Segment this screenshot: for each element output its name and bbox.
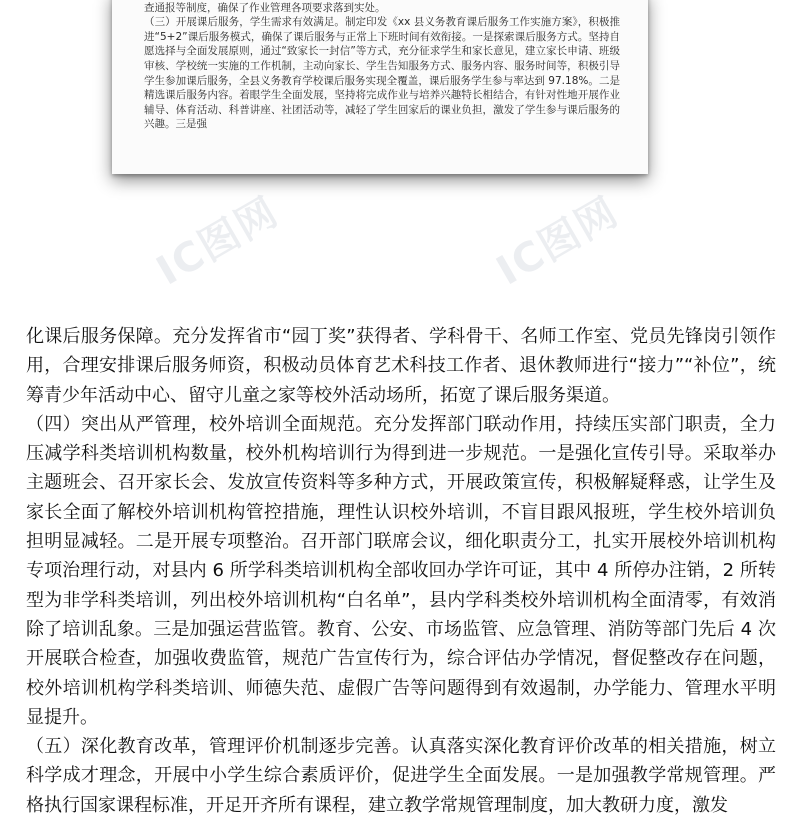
preview-area	[0, 0, 800, 310]
body-paragraph: 化课后服务保障。充分发挥省市“园丁奖”获得者、学科骨干、名师工作室、党员先锋岗引领作用，合理安排课后服务师资，积极动员体育艺术科技工作者、退休教师进行“接力”“补位”，统筹青少年活动中心、留守儿童之家等校外活动场所，拓宽了课后服务渠道。	[26, 326, 776, 406]
preview-paragraph: （三）开展课后服务，学生需求有效满足。制定印发《xx 县义务教育课后服务工作实施方案》，积极推进“5+2”课后服务模式，确保了课后服务与正常上下班时间有效衔接。一是探索课后服务方式。坚持自愿选择与全面发展原则，通过“致家长一封信”等方式，充分征求学生和家长意见，建立家长申请、班级审核、学校统一实施的工作机制，主动向家长、学生告知服务方式、服务内容、服务时间等，积极引导学生参加课后服务，全县义务教育学校课后服务实现全覆盖，课后服务学生参与率达到 97.18%。二是精选课后服务内容。着眼学生全面发展，坚持将完成作业与培养兴趣特长相结合，有针对性地开展作业辅导、体育活动、科普讲座、社团活动等，减轻了学生回家后的课业负担，激发了学生参与课后服务的兴趣。三是强	[144, 16, 620, 131]
document-body	[26, 322, 776, 820]
body-paragraph: （五）深化教育改革，管理评价机制逐步完善。认真落实深化教育评价改革的相关措施，树立科学成才理念，开展中小学生综合素质评价，促进学生全面发展。一是加强教学常规管理。严格执行国家课程标准，开足开齐所有课程，建立教学常规管理制度，加大教研力度，激发	[26, 736, 776, 816]
watermark: IC图网	[149, 188, 287, 295]
body-paragraph: （四）突出从严管理，校外培训全面规范。充分发挥部门联动作用，持续压实部门职责，全力压减学科类培训机构数量，校外机构培训行为得到进一步规范。一是强化宣传引导。采取举办主题班会、召开家长会、发放宣传资料等多种方式，开展政策宣传，积极解疑释惑，让学生及家长全面了解校外培训机构管控措施，理性认识校外培训，不盲目跟风报班，学生校外培训负担明显减轻。二是开展专项整治。召开部门联席会议，细化职责分工，扎实开展校外培训机构专项治理行动，对县内 6 所学科类培训机构全部收回办学许可证，其中 4 所停办注销，2 所转型为非学科类培训，列出校外培训机构“白名单”，县内学科类校外培训机构全面清零，有效消除了培训乱象。三是加强运营监管。教育、公安、市场监管、应急管理、消防等部门先后 4 次开展联合检查，加强收费监管，规范广告宣传行为，综合评估办学情况，督促整改存在问题，校外培训机构学科类培训、师德失范、虚假广告等问题得到有效遏制，办学能力、管理水平明显提升。	[26, 413, 776, 728]
document-preview-card	[112, 0, 648, 174]
watermark: IC图网	[489, 188, 627, 295]
preview-text	[144, 0, 620, 132]
preview-line: 查通报等制度，确保了作业管理各项要求落到实处。	[144, 1, 386, 14]
